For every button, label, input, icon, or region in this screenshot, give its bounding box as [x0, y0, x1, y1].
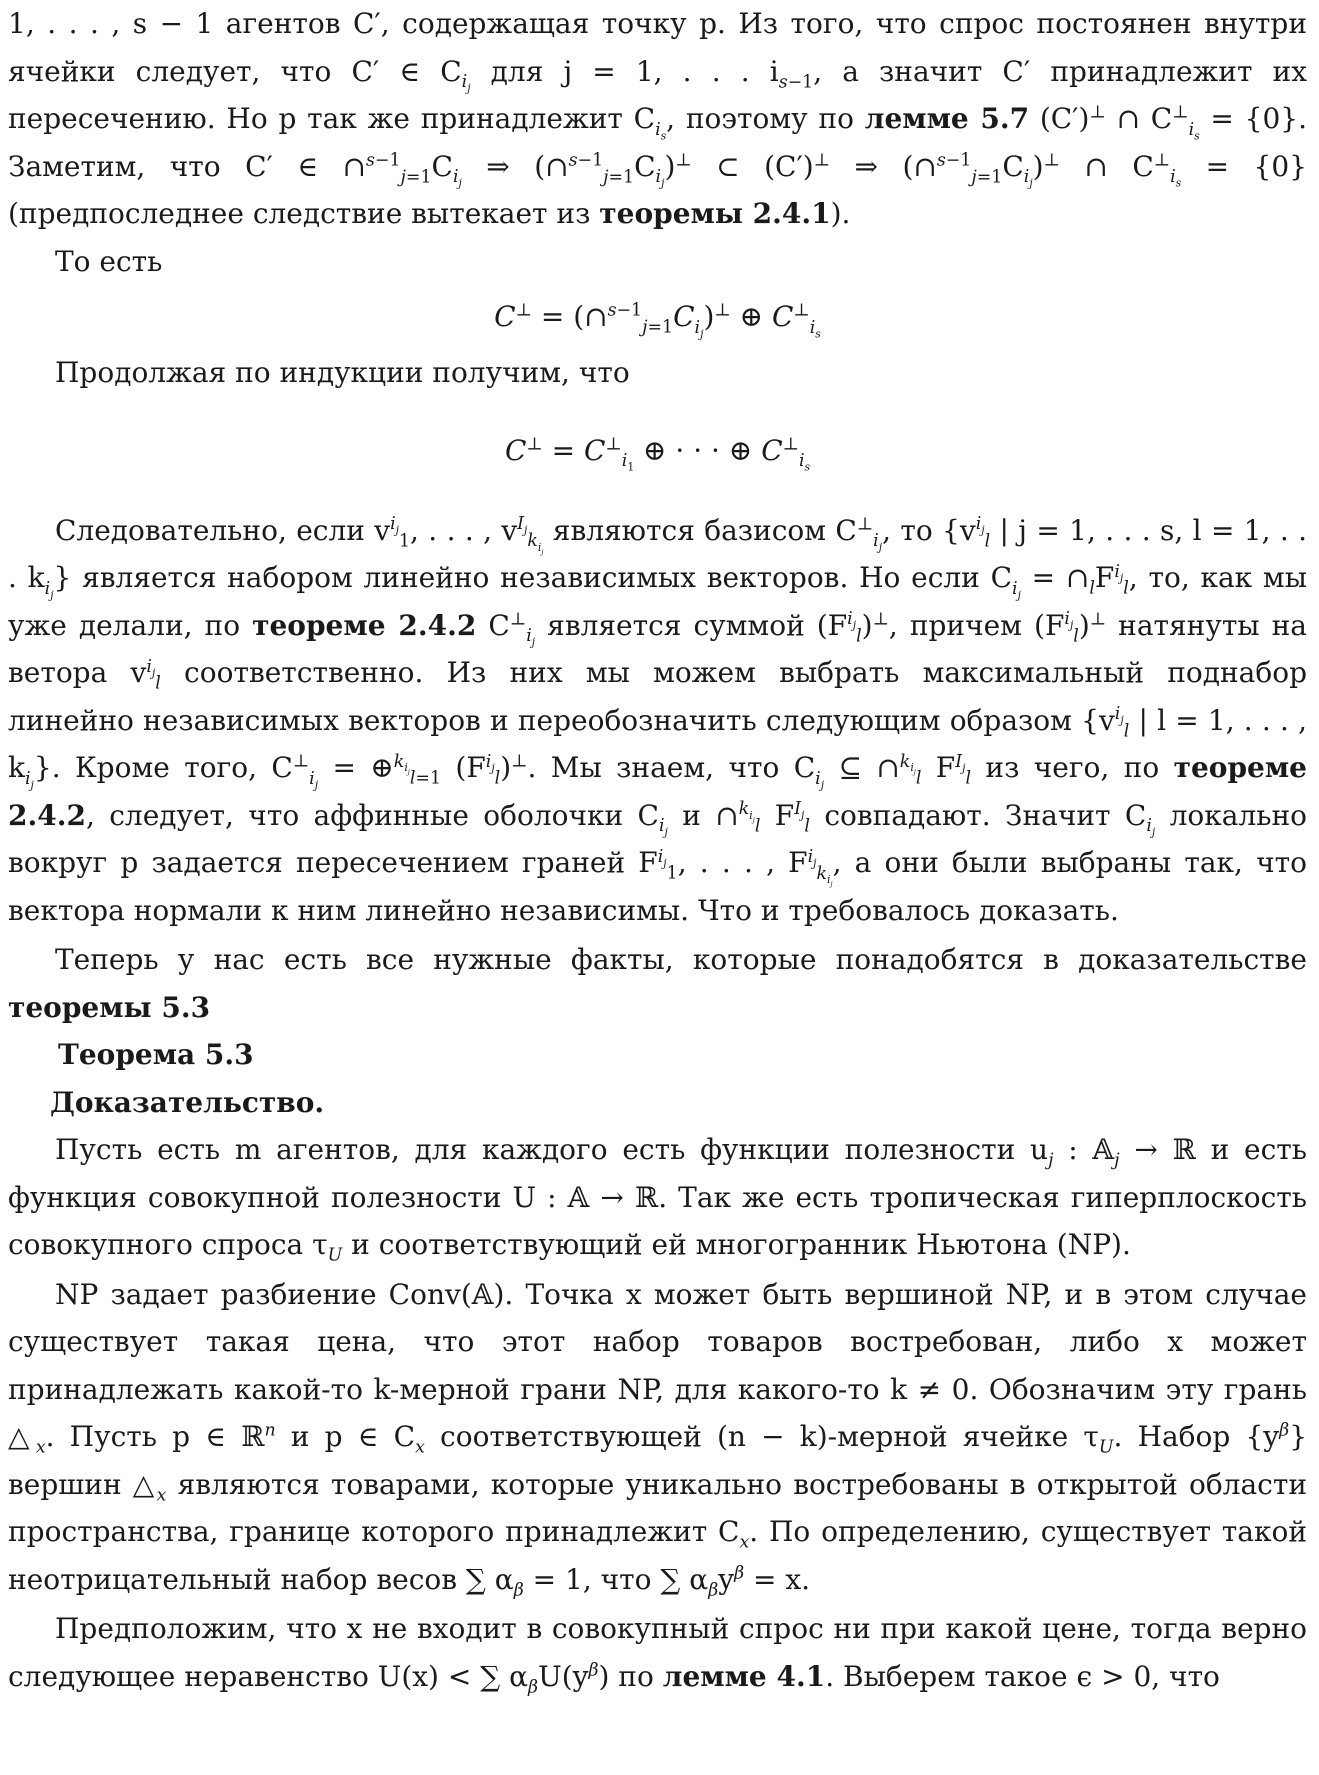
paragraph-1: 1, . . . , s − 1 агентов C′, содержащая точку p. Из того, что спрос постоянен внутри ячейки следует, что C′ ∈ $C_{i_j}$ для j = 1, . . . $i_{s-1}$, а значит C′ принадлежит их пересечению. Но p так же принадлежит $C_{i_s}$, поэтому по лемме 5.7 (C′)⊥ ∩ $C^\perp_{i_s} = \{0\}$. Заметим, что C′ ∈ $\cap^{s-1}_{j=1}C_{i_j}$ ⇒ $(\cap^{s-1}_{j=1}C_{i_j})^\perp$ ⊂ (C′)⊥ ⇒ $(\cap^{s-1}_{j=1}C_{i_j})^\perp$ ∩ $C^\perp_{i_s} = \{0\}$ (предпоследнее следствие вытекает из теоремы 2.4.1).	[8, 7, 1308, 230]
paragraph-7: NP задает разбиение Conv(𝔸). Точка x может быть вершиной NP, и в этом случае существует такая цена, что этот набор товаров востребован, либо x может принадлежать какой-то k-мерной грани NP, для какого-то k ≠ 0. Обозначим эту грань $\triangle_x$. Пусть p ∈ ℝ$^n$ и p ∈ $C_x$ соответствующей (n − k)-мерной ячейке $\tau_U$. Набор $\{y^\beta\}$ вершин $\triangle_x$ являются товарами, которые уникально востребованы в открытой области пространства, границе которого принадлежит $C_x$. По определению, существует такой неотрицательный набор весов ∑ $\alpha_\beta = 1$, что ∑ $\alpha_\beta y^\beta = x$.	[8, 1277, 1308, 1601]
proof-heading: Доказательство.	[50, 1085, 325, 1119]
theorem-ref: теореме 2.4.2	[8, 751, 1307, 832]
lemma-ref: лемме 5.7	[864, 102, 1030, 135]
theorem-ref: теоремы 2.4.1	[599, 197, 831, 230]
theorem-ref: теоремы 5.3	[8, 990, 211, 1024]
paragraph-6: Пусть есть m агентов, для каждого есть функции полезности $u_j$ : 𝔸$_j$ → ℝ и есть функция совокупной полезности U : 𝔸 → ℝ. Так же есть тропическая гиперплоскость совокупного спроса $\tau_U$ и соответствующий ей многогранник Ньютона (NP).	[8, 1133, 1308, 1266]
equation-2: $C^\perp = C^\perp_{i_1}$ ⊕ · · · ⊕ $C^\perp_{i_s}$	[504, 433, 811, 474]
paragraph-4: Следовательно, если $v^{i_j}_1$, . . . , $v^{I_j}_{k_{i_j}}$ являются базисом $C^\perp_{i_j}$, то {$v^{i_j}_l$ | j = 1, . . . s, l = 1, . . . $k_{i_j}$} является набором линейно независимых векторов. Но если $C_{i_j}$ = $\cap_lF^{i_j}_l$, то, как мы уже делали, по теореме 2.4.2 $C^\perp_{i_j}$ является суммой $(F^{i_j}_l)^\perp$, причем $(F^{i_j}_l)^\perp$ натянуты на ветора $v^{i_j}_l$ соответственно. Из них мы можем выбрать максимальный поднабор линейно независимых векторов и переобозначить следующим образом {$v^{i_j}_l$ | l = 1, . . . , $k_{i_j}$}. Кроме того, $C^\perp_{i_j}$ = ⊕$^{k_{i_j}}_{l=1}$ $(F^{i_j}_l)^\perp$. Мы знаем, что $C_{i_j}$ ⊆ ∩$^{k_{i_j}}_l$ $F^{I_j}_l$ из чего, по теореме 2.4.2, следует, что аффинные оболочки $C_{i_j}$ и ∩$^{k_{i_j}}_l$ $F^{I_j}_l$ совпадают. Значит $C_{i_j}$ локально вокруг p задается пересечением граней $F^{i_j}_1$, . . . , $F^{i_j}_{k_{i_j}}$, а они были выбраны так, что вектора нормали к ним линейно независимы. Что и требовалось доказать.	[8, 513, 1308, 927]
equation-1: $C^\perp = (\cap^{s-1}_{j=1}C_{i_j})^\perp$ ⊕ $C^\perp_{i_s}$	[494, 300, 821, 341]
paragraph-8: Предположим, что x не входит в совокупный спрос ни при какой цене, тогда верно следующее неравенство U(x) < ∑ $\alpha_\beta U(y^\beta)$ по лемме 4.1. Выберем такое ϵ > 0, что	[8, 1612, 1307, 1698]
theorem-ref: теореме 2.4.2	[252, 608, 477, 642]
paragraph-3: Продолжая по индукции получим, что	[55, 356, 630, 389]
lemma-ref: лемме 4.1	[662, 1659, 826, 1693]
theorem-heading: Теорема 5.3	[58, 1038, 254, 1071]
paragraph-2: То есть	[55, 244, 163, 278]
paragraph-5: Теперь у нас есть все нужные факты, которые понадобятся в доказательстве теоремы 5.3	[8, 943, 1307, 1024]
